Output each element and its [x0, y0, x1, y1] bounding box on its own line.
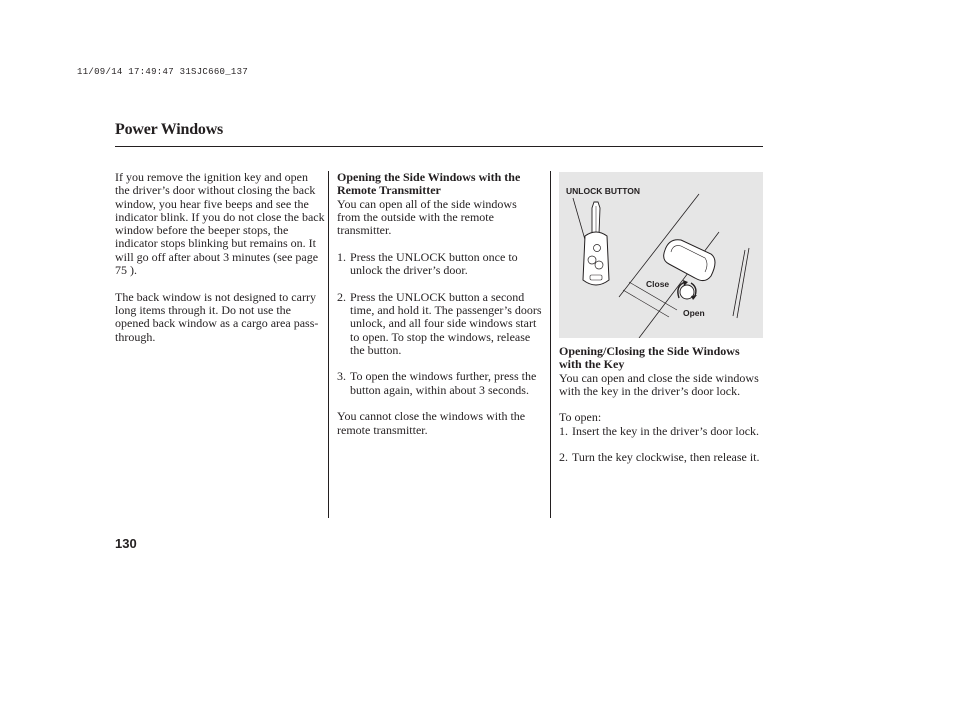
to-open-label: To open: [559, 410, 602, 425]
label-open: Open [683, 308, 705, 318]
paragraph-beep-warning: If you remove the ignition key and open the driver’s door without closing the back window, you hear five beeps and see the indicator blink. If you do not close the back window before the beeper stops, the indicator stops blinking but remains on. It will go off after about 3 minutes (see page 75 ). [115, 170, 325, 278]
key-step-2 [559, 451, 764, 464]
label-close: Close [646, 279, 670, 289]
section-heading-remote: Opening the Side Windows with the Remote Transmitter [337, 170, 521, 198]
step-number: 2. [337, 289, 346, 304]
step-number: 2. [559, 450, 568, 465]
step-number: 1. [559, 423, 568, 438]
step-number: 1. [337, 249, 346, 264]
key-intro: You can open and close the side windows with the key in the driver’s door lock. [559, 370, 759, 398]
column-ignition-note [115, 171, 325, 344]
remote-step-1 [337, 251, 542, 278]
column-divider-2 [550, 171, 551, 518]
remote-intro: You can open all of the side windows from the outside with the remote transmitter. [337, 196, 517, 238]
column-key-operation [559, 345, 764, 465]
remote-step-2 [337, 291, 542, 357]
key-illustration [559, 172, 763, 338]
page-number: 130 [115, 536, 137, 551]
step-text: Turn the key clockwise, then release it. [572, 450, 760, 465]
key-step-1 [559, 425, 764, 438]
step-number: 3. [337, 369, 346, 384]
remote-step-3 [337, 370, 542, 397]
title-rule [115, 146, 763, 147]
step-text: To open the windows further, press the button again, within about 3 seconds. [350, 369, 537, 397]
label-unlock-button: UNLOCK BUTTON [566, 186, 640, 196]
column-remote-transmitter [337, 171, 542, 437]
step-text: Press the UNLOCK button a second time, and hold it. The passenger’s doors unlock, and all four side windows start to open. To stop the windows, release the button. [350, 289, 542, 357]
column-divider-1 [328, 171, 329, 518]
step-text: Press the UNLOCK button once to unlock the driver’s door. [350, 249, 518, 278]
step-text: Insert the key in the driver’s door lock. [572, 423, 760, 438]
page-title: Power Windows [115, 121, 224, 138]
key-door-drawing-icon [559, 172, 763, 338]
print-stamp: 11/09/14 17:49:47 31SJC660_137 [77, 67, 249, 77]
section-heading-key: Opening/Closing the Side Windows with the Key [559, 344, 740, 372]
paragraph-cargo-warning: The back window is not designed to carry long items through it. Do not use the opened back window as a cargo area pass-through. [115, 289, 319, 344]
remote-note: You cannot close the windows with the remote transmitter. [337, 409, 526, 437]
